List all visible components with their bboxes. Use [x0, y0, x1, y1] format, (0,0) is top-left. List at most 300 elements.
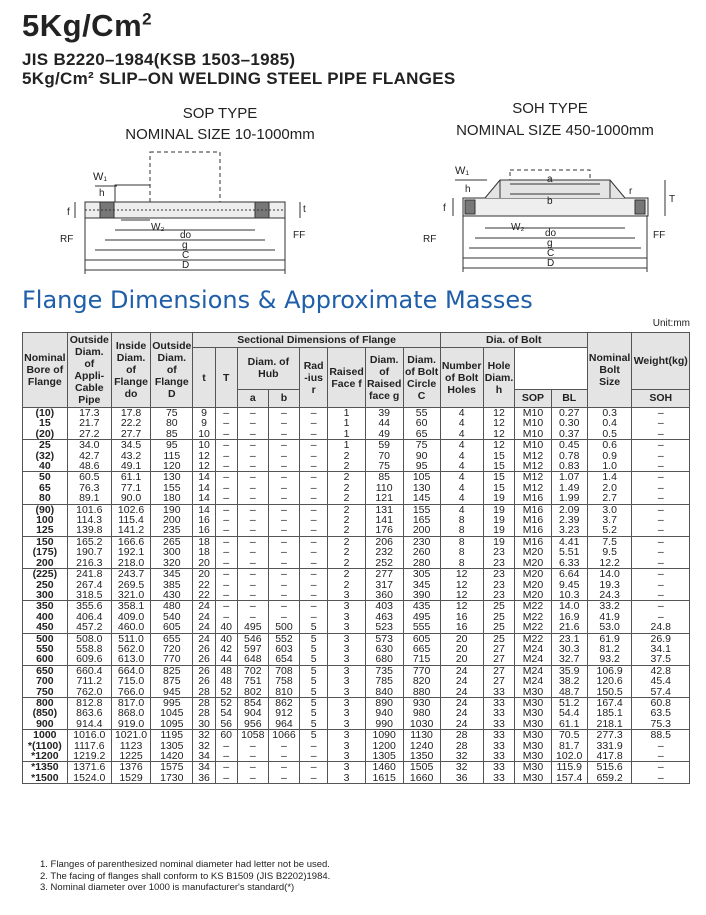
- table-cell: 318.5: [67, 590, 111, 601]
- table-cell: M12: [515, 451, 551, 461]
- table-cell: 750: [23, 687, 68, 698]
- table-cell: 7.5: [587, 536, 632, 547]
- table-cell: –: [268, 493, 299, 504]
- table-cell: –: [237, 493, 268, 504]
- table-cell: 2: [328, 504, 366, 515]
- table-cell: –: [268, 558, 299, 569]
- table-cell: 50: [23, 472, 68, 483]
- table-cell: 650: [23, 665, 68, 676]
- soh-w1-label: W₁: [455, 165, 470, 177]
- table-cell: –: [237, 773, 268, 784]
- table-cell: 435: [403, 601, 440, 612]
- table-cell: 15: [483, 483, 515, 493]
- table-cell: –: [268, 418, 299, 428]
- table-row: [23, 569, 690, 580]
- table-cell: 34.0: [67, 440, 111, 451]
- table-cell: M22: [515, 612, 551, 622]
- table-cell: –: [237, 483, 268, 493]
- table-cell: 320: [151, 558, 193, 569]
- table-cell: 120.6: [587, 676, 632, 686]
- table-cell: 55: [403, 408, 440, 419]
- table-cell: 1660: [403, 773, 440, 784]
- table-cell: 1615: [365, 773, 403, 784]
- table-cell: 930: [403, 697, 440, 708]
- table-cell: –: [268, 762, 299, 773]
- table-cell: –: [632, 525, 690, 536]
- footnote-1: 1. Flanges of parenthesized nominal diameter had letter not be used.: [40, 859, 330, 870]
- table-cell: –: [268, 429, 299, 440]
- table-cell: 145: [403, 493, 440, 504]
- table-cell: 280: [403, 558, 440, 569]
- table-cell: 762.0: [67, 687, 111, 698]
- table-cell: 81.2: [587, 644, 632, 654]
- table-cell: 25: [483, 612, 515, 622]
- footnotes: [40, 859, 330, 894]
- table-cell: 540: [151, 612, 193, 622]
- table-cell: –: [215, 773, 237, 784]
- table-cell: 243.7: [111, 569, 150, 580]
- table-cell: 800: [23, 697, 68, 708]
- table-cell: 93.2: [587, 654, 632, 665]
- soh-flange-drawing: [415, 148, 685, 278]
- table-cell: 12: [440, 590, 483, 601]
- table-cell: 27: [483, 644, 515, 654]
- table-cell: –: [268, 536, 299, 547]
- table-cell: 5: [300, 654, 328, 665]
- table-cell: 23.1: [551, 633, 587, 644]
- col-t: t: [193, 348, 215, 408]
- table-cell: 840: [365, 687, 403, 698]
- table-cell: 26: [193, 665, 215, 676]
- table-cell: 192.1: [111, 547, 150, 557]
- table-cell: 1.49: [551, 483, 587, 493]
- table-cell: 600: [23, 654, 68, 665]
- table-cell: 1524.0: [67, 773, 111, 784]
- table-cell: –: [268, 580, 299, 590]
- soh-rf-label: RF: [423, 234, 437, 245]
- table-cell: 34: [193, 751, 215, 762]
- table-cell: 417.8: [587, 751, 632, 762]
- table-cell: 515.6: [587, 762, 632, 773]
- table-cell: –: [632, 547, 690, 557]
- table-cell: 680: [365, 654, 403, 665]
- table-cell: 36: [193, 773, 215, 784]
- table-cell: 409.0: [111, 612, 150, 622]
- table-cell: 825: [151, 665, 193, 676]
- table-cell: 76.3: [67, 483, 111, 493]
- col-weight-bl: BL: [551, 389, 587, 407]
- table-cell: 904: [237, 708, 268, 718]
- table-cell: 12: [440, 601, 483, 612]
- table-cell: 758: [268, 676, 299, 686]
- table-cell: 3: [328, 762, 366, 773]
- table-cell: –: [215, 483, 237, 493]
- table-cell: 3: [328, 730, 366, 741]
- table-cell: 4: [440, 504, 483, 515]
- table-cell: 14: [193, 493, 215, 504]
- table-cell: 16: [440, 622, 483, 633]
- table-cell: 14: [193, 483, 215, 493]
- table-cell: 100: [23, 515, 68, 525]
- table-cell: 321.0: [111, 590, 150, 601]
- table-cell: 95: [151, 440, 193, 451]
- table-cell: –: [300, 408, 328, 419]
- table-cell: 820: [403, 676, 440, 686]
- table-cell: 3: [328, 654, 366, 665]
- table-cell: 167.4: [587, 697, 632, 708]
- soh-g-label: g: [547, 238, 553, 249]
- table-cell: 44: [365, 418, 403, 428]
- table-cell: –: [215, 580, 237, 590]
- table-cell: –: [215, 590, 237, 601]
- table-cell: 12: [193, 451, 215, 461]
- table-cell: –: [300, 440, 328, 451]
- table-cell: 659.2: [587, 773, 632, 784]
- table-cell: 33: [483, 751, 515, 762]
- table-cell: 8: [440, 515, 483, 525]
- table-cell: 358.1: [111, 601, 150, 612]
- table-cell: 75: [403, 440, 440, 451]
- table-cell: M16: [515, 493, 551, 504]
- table-cell: –: [237, 515, 268, 525]
- table-cell: 52: [215, 687, 237, 698]
- table-cell: 33: [483, 708, 515, 718]
- table-cell: 61.9: [587, 633, 632, 644]
- table-cell: 35.9: [551, 665, 587, 676]
- table-cell: 1225: [111, 751, 150, 762]
- table-cell: *1500: [23, 773, 68, 784]
- table-cell: 552: [268, 633, 299, 644]
- table-cell: M30: [515, 687, 551, 698]
- table-cell: –: [215, 440, 237, 451]
- footnote-3: 3. Nominal diameter over 1000 is manufacturer's standard(*): [40, 882, 295, 893]
- table-cell: –: [237, 558, 268, 569]
- col-outside-pipe: Outside Diam. of Appli- Cable Pipe: [67, 333, 111, 408]
- table-cell: 130: [403, 483, 440, 493]
- table-cell: 0.37: [551, 429, 587, 440]
- col-bolt-circle: Diam. of Bolt Circle C: [403, 348, 440, 408]
- table-cell: –: [268, 612, 299, 622]
- table-cell: 277.3: [587, 730, 632, 741]
- table-cell: M22: [515, 601, 551, 612]
- table-cell: 60.8: [632, 697, 690, 708]
- table-cell: –: [215, 418, 237, 428]
- table-cell: 1529: [111, 773, 150, 784]
- table-cell: 9: [193, 418, 215, 428]
- table-cell: 12: [440, 580, 483, 590]
- table-cell: 24: [193, 601, 215, 612]
- table-cell: 28: [193, 697, 215, 708]
- table-cell: –: [268, 504, 299, 515]
- table-cell: 24: [440, 687, 483, 698]
- table-cell: 751: [237, 676, 268, 686]
- table-cell: 59: [365, 440, 403, 451]
- table-cell: 1350: [403, 751, 440, 762]
- table-cell: M16: [515, 536, 551, 547]
- table-cell: 331.9: [587, 741, 632, 751]
- table-cell: –: [632, 762, 690, 773]
- table-cell: 990: [365, 719, 403, 730]
- table-cell: –: [237, 547, 268, 557]
- table-cell: 110: [365, 483, 403, 493]
- table-cell: 121: [365, 493, 403, 504]
- table-cell: 317: [365, 580, 403, 590]
- sop-w1-label: W₁: [93, 171, 108, 183]
- table-cell: 10: [193, 429, 215, 440]
- table-cell: 49.1: [111, 461, 150, 472]
- table-cell: 3: [328, 612, 366, 622]
- table-cell: 770: [151, 654, 193, 665]
- table-cell: –: [215, 429, 237, 440]
- table-cell: 106.9: [587, 665, 632, 676]
- table-cell: M30: [515, 773, 551, 784]
- table-cell: 26: [193, 676, 215, 686]
- table-cell: 24.8: [632, 622, 690, 633]
- table-cell: 24: [193, 633, 215, 644]
- table-cell: *1350: [23, 762, 68, 773]
- table-cell: M16: [515, 504, 551, 515]
- soh-range-label: NOMINAL SIZE 450-1000mm: [456, 122, 654, 139]
- table-cell: –: [215, 461, 237, 472]
- table-cell: 130: [151, 472, 193, 483]
- table-cell: M12: [515, 483, 551, 493]
- unit-label: Unit:mm: [652, 318, 690, 329]
- table-cell: –: [632, 504, 690, 515]
- table-cell: M24: [515, 644, 551, 654]
- table-cell: 42.8: [632, 665, 690, 676]
- table-cell: 17.3: [67, 408, 111, 419]
- table-cell: 2.09: [551, 504, 587, 515]
- table-cell: 23: [483, 569, 515, 580]
- table-cell: –: [215, 493, 237, 504]
- table-cell: –: [268, 525, 299, 536]
- table-cell: –: [268, 741, 299, 751]
- table-cell: M30: [515, 708, 551, 718]
- table-cell: 0.6: [587, 440, 632, 451]
- table-cell: M24: [515, 665, 551, 676]
- table-cell: –: [237, 612, 268, 622]
- table-cell: 33: [483, 730, 515, 741]
- col-raised-face: Raised Face f: [328, 348, 366, 408]
- table-cell: 1: [328, 429, 366, 440]
- table-cell: –: [268, 408, 299, 419]
- table-cell: 1.0: [587, 461, 632, 472]
- table-cell: –: [632, 536, 690, 547]
- table-cell: 450: [23, 622, 68, 633]
- table-cell: –: [632, 558, 690, 569]
- table-cell: 4.41: [551, 536, 587, 547]
- table-cell: –: [237, 751, 268, 762]
- table-cell: –: [237, 418, 268, 428]
- table-cell: 708: [268, 665, 299, 676]
- table-cell: 0.5: [587, 429, 632, 440]
- table-cell: 206: [365, 536, 403, 547]
- table-cell: 1.4: [587, 472, 632, 483]
- table-cell: 36: [440, 773, 483, 784]
- col-outside-flange: Outside Diam. of Flange D: [151, 333, 193, 408]
- table-cell: 12.2: [587, 558, 632, 569]
- table-cell: M10: [515, 418, 551, 428]
- table-cell: 49: [365, 429, 403, 440]
- table-cell: M20: [515, 569, 551, 580]
- table-cell: 235: [151, 525, 193, 536]
- table-cell: 42.7: [67, 451, 111, 461]
- table-cell: M30: [515, 719, 551, 730]
- table-cell: –: [268, 440, 299, 451]
- table-cell: 16: [440, 612, 483, 622]
- table-cell: 12: [440, 569, 483, 580]
- table-cell: 664.0: [111, 665, 150, 676]
- table-cell: 105: [403, 472, 440, 483]
- table-cell: –: [300, 429, 328, 440]
- col-hole-diam: Hole Diam. h: [483, 348, 515, 408]
- table-cell: 2: [328, 461, 366, 472]
- table-cell: 4: [440, 440, 483, 451]
- table-cell: 0.78: [551, 451, 587, 461]
- col-inside-diam: Inside Diam. of Flange do: [111, 333, 150, 408]
- table-cell: –: [237, 525, 268, 536]
- soh-h-label: h: [465, 184, 471, 195]
- table-cell: –: [215, 547, 237, 557]
- table-cell: 511.0: [111, 633, 150, 644]
- table-cell: 880: [403, 687, 440, 698]
- table-cell: 60: [215, 730, 237, 741]
- table-cell: M30: [515, 697, 551, 708]
- table-cell: 150.5: [587, 687, 632, 698]
- table-cell: 2: [328, 483, 366, 493]
- table-cell: 956: [237, 719, 268, 730]
- table-cell: 4: [440, 461, 483, 472]
- table-cell: 715: [403, 654, 440, 665]
- table-cell: –: [215, 451, 237, 461]
- table-cell: 5: [300, 644, 328, 654]
- table-cell: –: [237, 451, 268, 461]
- table-cell: 912: [268, 708, 299, 718]
- table-cell: 230: [403, 536, 440, 547]
- table-cell: M20: [515, 580, 551, 590]
- soh-b-label: b: [547, 196, 553, 207]
- table-cell: 60.5: [67, 472, 111, 483]
- table-cell: 90.0: [111, 493, 150, 504]
- table-cell: 85: [365, 472, 403, 483]
- table-cell: –: [300, 525, 328, 536]
- table-cell: 30: [193, 719, 215, 730]
- table-cell: 3: [328, 687, 366, 698]
- table-cell: M24: [515, 654, 551, 665]
- table-cell: 5: [300, 665, 328, 676]
- table-cell: –: [300, 472, 328, 483]
- table-cell: –: [300, 515, 328, 525]
- table-cell: 875: [151, 676, 193, 686]
- table-cell: 305: [403, 569, 440, 580]
- sop-type-label: SOP TYPE: [182, 105, 258, 122]
- sop-ff-label: FF: [293, 230, 306, 241]
- table-cell: 890: [365, 697, 403, 708]
- table-cell: 3: [328, 708, 366, 718]
- table-cell: 18: [193, 536, 215, 547]
- table-cell: 1730: [151, 773, 193, 784]
- table-cell: 766.0: [111, 687, 150, 698]
- table-cell: 232: [365, 547, 403, 557]
- table-cell: 12: [483, 440, 515, 451]
- table-row: [23, 429, 690, 440]
- table-cell: 60: [403, 418, 440, 428]
- table-cell: –: [300, 580, 328, 590]
- table-cell: 27: [483, 676, 515, 686]
- table-cell: –: [237, 504, 268, 515]
- table-cell: 23: [483, 547, 515, 557]
- table-cell: 28: [440, 741, 483, 751]
- table-cell: 8: [440, 525, 483, 536]
- table-cell: 131: [365, 504, 403, 515]
- table-cell: 2.7: [587, 493, 632, 504]
- table-cell: –: [215, 525, 237, 536]
- table-cell: 185.1: [587, 708, 632, 718]
- table-cell: 16: [193, 525, 215, 536]
- col-group-sectional: Sectional Dimensions of Flange: [193, 333, 440, 348]
- table-cell: 720: [151, 644, 193, 654]
- table-cell: –: [215, 515, 237, 525]
- table-cell: 65: [403, 429, 440, 440]
- table-cell: 14.0: [551, 601, 587, 612]
- table-cell: 1021.0: [111, 730, 150, 741]
- table-cell: 1090: [365, 730, 403, 741]
- col-bolt-holes: Number of Bolt Holes: [440, 348, 483, 408]
- table-cell: 2: [328, 547, 366, 557]
- table-cell: 1123: [111, 741, 150, 751]
- table-cell: 200: [151, 515, 193, 525]
- table-cell: 630: [365, 644, 403, 654]
- table-cell: 2: [328, 493, 366, 504]
- table-cell: –: [215, 601, 237, 612]
- col-hub-a: a: [237, 389, 268, 407]
- table-cell: 176: [365, 525, 403, 536]
- sop-flange-drawing: [55, 150, 315, 280]
- table-cell: 403: [365, 601, 403, 612]
- table-cell: 900: [23, 719, 68, 730]
- table-cell: –: [237, 408, 268, 419]
- table-cell: –: [237, 472, 268, 483]
- table-cell: 4: [440, 451, 483, 461]
- table-cell: M20: [515, 558, 551, 569]
- table-cell: 1058: [237, 730, 268, 741]
- table-cell: –: [215, 472, 237, 483]
- table-cell: 300: [151, 547, 193, 557]
- table-row: [23, 730, 690, 741]
- table-cell: (175): [23, 547, 68, 557]
- soh-t-label: T: [669, 194, 676, 205]
- col-hub-b: b: [268, 389, 299, 407]
- table-cell: 4: [440, 472, 483, 483]
- table-cell: 28: [193, 687, 215, 698]
- table-cell: 24: [193, 612, 215, 622]
- table-cell: 95: [403, 461, 440, 472]
- table-cell: 546: [237, 633, 268, 644]
- table-row: [23, 525, 690, 536]
- table-cell: 1420: [151, 751, 193, 762]
- table-cell: 32: [440, 751, 483, 762]
- table-cell: 1095: [151, 719, 193, 730]
- table-cell: 9.45: [551, 580, 587, 590]
- table-cell: 770: [403, 665, 440, 676]
- table-cell: –: [300, 536, 328, 547]
- table-cell: –: [632, 408, 690, 419]
- sop-g-label: g: [182, 240, 188, 251]
- section-title: Flange Dimensions & Approximate Masses: [22, 286, 533, 314]
- table-cell: 2: [328, 569, 366, 580]
- table-cell: 15: [483, 472, 515, 483]
- table-cell: –: [268, 451, 299, 461]
